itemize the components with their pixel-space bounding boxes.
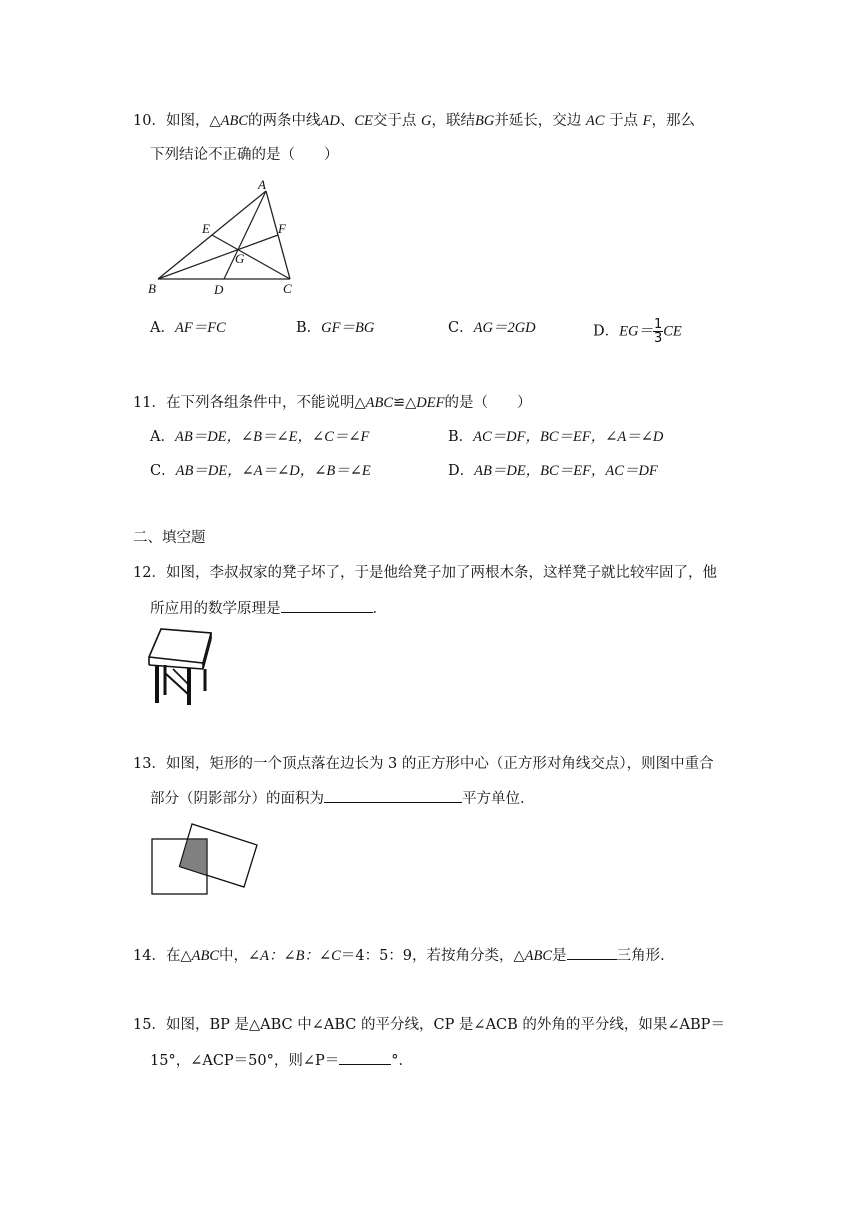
q13-line2 [150,788,535,809]
answer-blank[interactable] [324,788,462,803]
q14-angles: ∠A：∠B：∠C [248,948,341,964]
fraction-denominator: 3 [653,331,663,346]
q10-ad: AD [320,113,340,129]
option-prefix: B． [448,429,474,445]
answer-blank[interactable] [281,598,373,613]
q10-g: G [420,113,432,129]
q11-option-c [150,461,371,481]
option-text: CE [663,323,682,340]
q11-option-b [448,427,663,447]
fraction [653,318,663,345]
q11-triangle-1: △ABC [354,395,393,411]
q14-text: 是 [552,948,567,964]
q13-line1: 13．如图，矩形的一个顶点落在边长为 3 的正方形中心（正方形对角线交点），则图中重合 [133,756,714,772]
label-g: G [235,251,245,266]
q10-f: F [642,113,652,129]
option-prefix: C． [448,320,474,336]
q12-text: 所应用的数学原理是 [150,601,281,617]
option-text: AB＝DE，BC＝EF，AC＝DF [474,463,658,479]
option-text: AB＝DE，∠B＝∠E，∠C＝∠F [174,429,370,445]
q15-line2 [150,1050,413,1071]
q15-line1: 15．如图，BP 是△ABC 中∠ABC 的平分线，CP 是∠ACB 的外角的平分线，如果∠ABP＝ [133,1017,725,1033]
square-rectangle-figure [145,815,265,900]
option-prefix: C． [150,463,176,479]
option-prefix: A． [150,320,175,336]
q10-option-d [593,318,682,345]
q10-text: 交于点 [372,113,417,129]
q10-line1 [133,111,695,131]
q13-text: 平方单位． [462,791,535,807]
label-c: C [283,281,292,296]
q10-triangle: △ABC [209,113,248,129]
q11-option-a [150,427,369,447]
q14-text: 中， [219,948,248,964]
option-text: AC＝DF，BC＝EF，∠A＝∠D [473,429,664,445]
option-text: AG＝2GD [473,320,536,336]
fraction-numerator: 1 [653,317,663,332]
label-f: F [278,221,286,236]
q14-text: ＝4：5：9，若按角分类， [340,948,514,964]
q14-triangle: △ABC [180,948,219,964]
q11-text: 的是（ ） [444,395,532,411]
q11-stem [133,393,532,413]
q10-text: ，联结 [431,113,475,129]
q10-text: 并延长，交边 [494,113,582,129]
segment-bf [158,235,278,279]
option-text: AF＝FC [174,320,226,336]
label-b: B [148,281,156,296]
q11-text: 11．在下列各组条件中，不能说明 [133,395,355,411]
option-prefix: D． [448,463,475,479]
q12-line1: 12．如图，李叔叔家的凳子坏了，于是他给凳子加了两根木条，这样凳子就比较牢固了，他 [133,565,717,581]
q10-sep: 、 [339,113,355,129]
q10-triangle-figure [140,175,310,300]
q10-option-b [296,318,374,338]
q15-text: 15°，∠ACP＝50°，则∠P＝ [150,1053,340,1069]
q10-text: 10．如图， [133,113,210,129]
median-ad [224,191,266,279]
q12-line2 [150,598,387,619]
q11-congruent: ≌ [393,395,406,411]
option-text: GF＝BG [321,320,375,336]
option-prefix: A． [150,429,175,445]
q10-option-c [448,318,536,338]
q10-bg: BG [474,113,495,129]
label-e: E [202,221,210,236]
option-text: EG＝ [619,323,653,340]
label-d: D [214,282,224,297]
q14-text: 三角形． [616,948,675,964]
label-a: A [258,177,266,192]
q11-triangle-2: △DEF [405,395,445,411]
q10-text: 的两条中线 [248,113,321,129]
q13-text: 部分（阴影部分）的面积为 [150,791,324,807]
stool-figure [145,625,215,710]
section-title: 二、填空题 [133,530,206,546]
option-prefix: B． [296,320,322,336]
q10-text: 于点 [609,113,639,129]
stool-brace [165,673,189,695]
q14-line [133,945,675,966]
q10-ac: AC [585,113,605,129]
answer-blank[interactable] [567,945,617,960]
q12-text: ． [372,601,387,617]
option-prefix: D． [593,323,620,340]
median-ce [212,235,290,279]
q10-ce: CE [354,113,373,129]
q14-triangle: △ABC [513,948,553,964]
q10-option-a [150,318,226,338]
q10-line2: 下列结论不正确的是（ ） [150,147,339,163]
option-text: AB＝DE，∠A＝∠D，∠B＝∠E [175,463,371,479]
stool-top [149,629,211,663]
answer-blank[interactable] [339,1050,391,1065]
q15-text: °． [391,1053,414,1069]
q10-text: ，那么 [651,113,696,129]
q11-option-d [448,461,658,481]
q14-text: 14．在 [133,948,181,964]
